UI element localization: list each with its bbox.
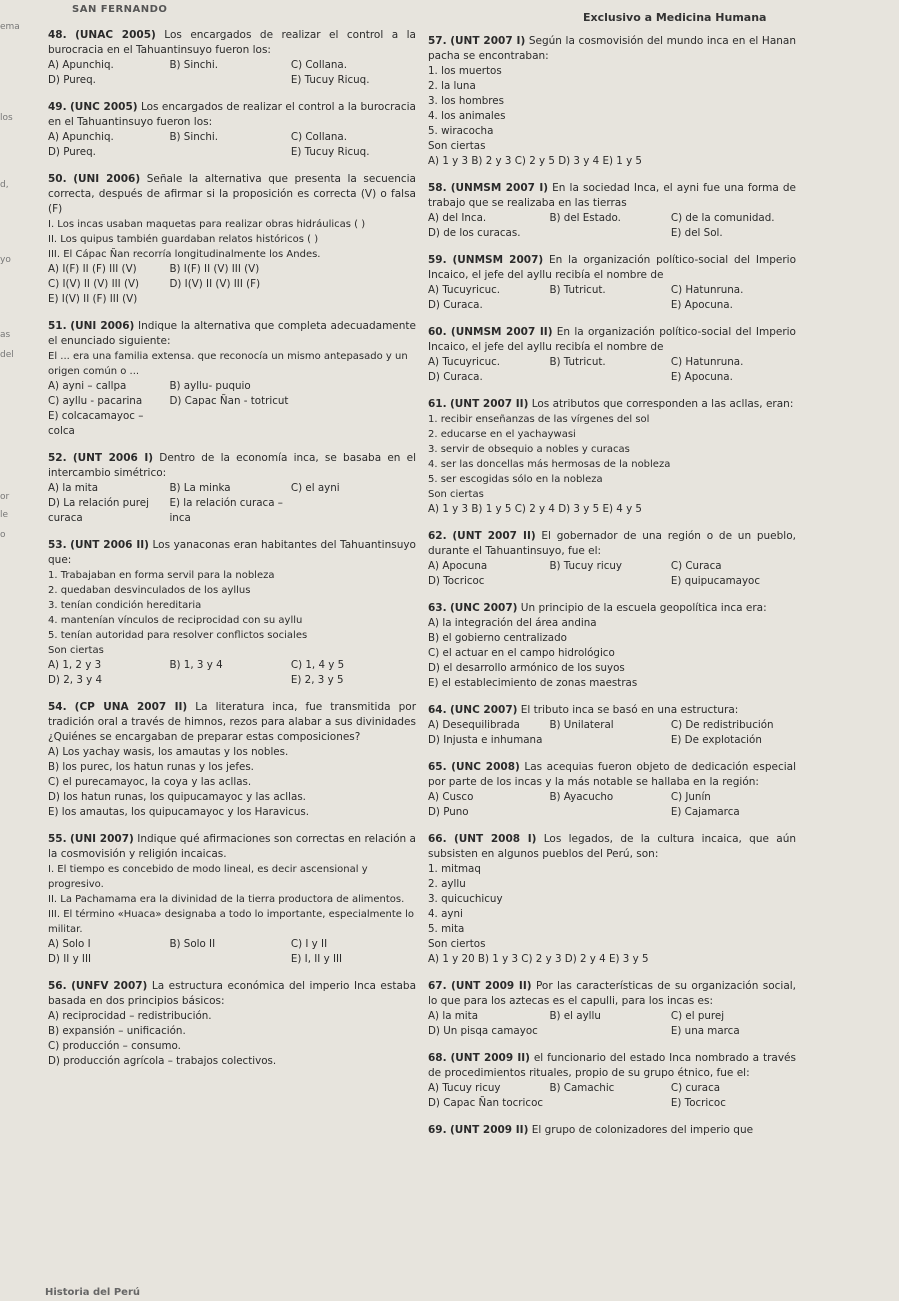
answer-option: B) Ayacucho	[549, 791, 614, 803]
question-text: Señale la alternativa que presenta la secuencia correcta, después de afirmar si la proposición es correcta (V) o falsa (F)	[48, 173, 416, 215]
question-statement: 5. tenían autoridad para resolver conflictos sociales	[48, 630, 308, 641]
question-source: (UNC 2005)	[70, 101, 138, 113]
answer-options	[428, 1081, 796, 1111]
answer-option: D) producción agrícola – trabajos colectivos.	[48, 1055, 277, 1067]
question-stem	[428, 325, 796, 355]
answer-option: D) Un pisqa camayoc	[428, 1025, 538, 1037]
answer-option: D) de los curacas.	[428, 227, 521, 239]
question-stem	[48, 28, 416, 58]
question-stem	[48, 700, 416, 745]
question-number: 68.	[428, 1052, 447, 1064]
answer-options	[428, 862, 796, 967]
answer-option: C) de la comunidad.	[670, 212, 775, 224]
answer-option: C) Hatunruna.	[670, 284, 744, 296]
answer-option: C) el purej	[670, 1010, 725, 1022]
answer-option: E) 2, 3 y 5	[290, 674, 344, 686]
answer-option: B) expansión – unificación.	[48, 1025, 186, 1037]
answer-option	[291, 496, 412, 526]
question-stem	[428, 397, 796, 412]
answer-option: A) Los yachay wasis, los amautas y los nobles.	[48, 746, 289, 758]
question-source: (UNFV 2007)	[71, 980, 148, 992]
answer-option: B) La minka	[169, 482, 231, 494]
question-stem	[48, 979, 416, 1009]
question-stem	[48, 832, 416, 862]
answer-option: D) el desarrollo armónico de los suyos	[428, 662, 625, 674]
answer-option: A) Apunchiq.	[48, 59, 114, 71]
footer-title: Historia del Perú	[45, 1287, 140, 1298]
question-item	[428, 703, 796, 748]
question-text: Los encargados de realizar el control a la burocracia en el Tahuantinsuyo fueron los:	[48, 29, 416, 56]
answer-option: B) Unilateral	[549, 719, 614, 731]
question-number: 61.	[428, 398, 447, 410]
answer-option: B) Sinchi.	[169, 59, 219, 71]
margin-fragment: le	[0, 510, 9, 520]
question-number: 65.	[428, 761, 447, 773]
question-source: (UNC 2008)	[451, 761, 520, 773]
answer-option: A) Apocuna	[428, 560, 488, 572]
answer-option: E) Cajamarca	[670, 806, 740, 818]
question-item	[428, 760, 796, 820]
question-item	[428, 1051, 796, 1111]
question-stem	[428, 181, 796, 211]
question-number: 50.	[48, 173, 67, 185]
answer-option	[169, 145, 290, 160]
answer-option: A) Cusco	[428, 791, 474, 803]
question-number: 51.	[48, 320, 67, 332]
question-text: Dentro de la economía inca, se basaba en el intercambio simétrico:	[48, 452, 417, 479]
question-number: 54.	[48, 701, 67, 713]
question-source: (UNT 2006 I)	[72, 452, 154, 464]
question-statement: 4. mantenían vínculos de reciprocidad con su ayllu	[48, 615, 303, 626]
question-source: (UNMSM 2007)	[452, 254, 544, 266]
question-text: Los legados, de la cultura incaica, que aún subsisten en algunos pueblos del Perú, son:	[428, 833, 797, 860]
answer-option: E) Tucuy Ricuq.	[290, 74, 370, 86]
question-number: 58.	[428, 182, 447, 194]
question-item	[428, 1123, 796, 1138]
answer-option: B) el gobierno centralizado	[428, 632, 567, 644]
answer-option: C) ayllu - pacarina	[48, 395, 143, 407]
answer-option: B) Tutricut.	[549, 356, 606, 368]
answer-option: B) Tutricut.	[549, 284, 606, 296]
answer-options	[428, 355, 796, 385]
answer-option: E) Tucuy Ricuq.	[290, 146, 370, 158]
answer-option: D) Capac Ñan tocricoc	[428, 1097, 544, 1109]
answer-options	[428, 64, 796, 169]
question-item	[428, 397, 796, 517]
section-header: Exclusivo a Medicina Humana	[583, 11, 767, 24]
question-source: (UNT 2007 I)	[450, 35, 526, 47]
question-source: (UNT 2008 I)	[453, 833, 537, 845]
question-number: 62.	[428, 530, 447, 542]
answer-option	[291, 277, 412, 292]
question-item	[48, 451, 416, 526]
question-number: 57.	[428, 35, 447, 47]
question-item	[428, 979, 796, 1039]
question-number: 63.	[428, 602, 447, 614]
question-item	[48, 700, 416, 820]
answer-option	[549, 226, 670, 241]
answer-option: 1. mitmaq	[428, 863, 481, 875]
answer-option: E) I(V) II (F) III (V)	[48, 293, 138, 305]
question-text: Indique qué afirmaciones son correctas en relación a la cosmovisión y religión incaicas.	[48, 833, 416, 860]
question-source: (UNMSM 2007 II)	[450, 326, 553, 338]
question-text: Los encargados de realizar el control a la burocracia en el Tahuantinsuyo fueron los:	[48, 101, 416, 128]
answer-option: 4. ayni	[428, 908, 463, 920]
answer-option: C) Collana.	[290, 59, 347, 71]
question-statement: III. El término «Huaca» designaba a todo lo importante, especialmente lo militar.	[48, 909, 415, 935]
answer-option: D) Curaca.	[428, 299, 483, 311]
margin-fragment: los	[0, 113, 13, 123]
answer-option	[549, 805, 670, 820]
answer-option: D) Tocricoc	[428, 575, 485, 587]
answer-options	[48, 1009, 416, 1069]
question-stem	[428, 1051, 796, 1081]
answer-option: B) I(F) II (V) III (V)	[169, 263, 260, 275]
question-stem	[428, 601, 796, 616]
answer-options	[48, 379, 416, 439]
question-source: (CP UNA 2007 II)	[74, 701, 188, 713]
question-statement: 2. educarse en el yachaywasi	[428, 429, 576, 440]
question-text: En la sociedad Inca, el ayni fue una forma de trabajo que se realizaba en las tierras	[428, 182, 797, 209]
margin-fragment: ema	[0, 22, 20, 32]
answer-option: E) una marca	[670, 1025, 740, 1037]
question-source: (UNC 2007)	[449, 602, 518, 614]
question-stem	[48, 319, 416, 349]
answer-option: C) Hatunruna.	[670, 356, 744, 368]
question-item	[428, 529, 796, 589]
question-number: 53.	[48, 539, 67, 551]
question-item	[48, 319, 416, 439]
question-item	[48, 832, 416, 967]
answer-option: 5. wiracocha	[428, 125, 494, 137]
margin-fragment: as	[0, 330, 11, 340]
question-stem	[428, 529, 796, 559]
question-stem	[428, 253, 796, 283]
answer-option: C) el purecamayoc, la coya y las acllas.	[48, 776, 252, 788]
answer-option: A) 1 y 3 B) 2 y 3 C) 2 y 5 D) 3 y 4 E) 1 y 5	[428, 155, 642, 167]
answer-option: D) 2, 3 y 4	[48, 674, 103, 686]
question-statement: El ... era una familia extensa. que reconocía un mismo antepasado y un origen común o ...	[48, 351, 408, 377]
answer-options	[428, 790, 796, 820]
answer-option: C) Junín	[670, 791, 711, 803]
question-statement: 4. ser las doncellas más hermosas de la nobleza	[428, 459, 671, 470]
answer-option	[291, 262, 412, 277]
question-source: (UNI 2006)	[70, 320, 135, 332]
question-statement: 1. recibir enseñanzas de las vírgenes del sol	[428, 414, 650, 425]
answer-option	[169, 952, 290, 967]
question-text: Los yanaconas eran habitantes del Tahuantinsuyo que:	[48, 539, 416, 566]
answer-option: C) Collana.	[290, 131, 347, 143]
question-number: 59.	[428, 254, 447, 266]
question-statement: 3. tenían condición hereditaria	[48, 600, 202, 611]
answer-option: A) 1 y 20 B) 1 y 3 C) 2 y 3 D) 2 y 4 E) 3 y 5	[428, 953, 649, 965]
answer-options	[48, 937, 416, 967]
answer-option: 2. ayllu	[428, 878, 466, 890]
question-item	[428, 181, 796, 241]
answer-options	[48, 745, 416, 820]
answer-option: D) los hatun runas, los quipucamayoc y las acllas.	[48, 791, 306, 803]
answer-option: C) De redistribución	[670, 719, 774, 731]
question-statement: II. La Pachamama era la divinidad de la tierra productora de alimentos.	[48, 894, 405, 905]
question-item	[48, 979, 416, 1069]
question-statement: I. El tiempo es concebido de modo lineal, es decir ascensional y progresivo.	[48, 864, 368, 890]
answer-option	[549, 574, 670, 589]
question-text: Por las características de su organización social, lo que para los aztecas es el capulli, para los incas es:	[428, 980, 797, 1007]
answer-options	[48, 481, 416, 526]
answer-option: C) el actuar en el campo hidrológico	[428, 647, 615, 659]
answer-option: E) Tocricoc	[670, 1097, 726, 1109]
question-statement: II. Los quipus también guardaban relatos históricos ( )	[48, 234, 319, 245]
question-number: 55.	[48, 833, 67, 845]
question-stem	[428, 703, 796, 718]
question-source: (UNT 2009 II)	[451, 980, 532, 992]
question-item	[48, 28, 416, 88]
answer-option: D) Pureq.	[48, 74, 96, 86]
answer-option: C) I(V) II (V) III (V)	[48, 278, 140, 290]
answer-option: E) el establecimiento de zonas maestras	[428, 677, 638, 689]
question-source: (UNI 2006)	[73, 173, 141, 185]
question-text: El gobernador de una región o de un pueblo, durante el Tahuantinsuyo, fue el:	[428, 530, 796, 557]
publisher-header: SAN FERNANDO	[72, 4, 168, 15]
question-source: (UNT 2009 II)	[449, 1124, 529, 1136]
answer-option: A) 1 y 3 B) 1 y 5 C) 2 y 4 D) 3 y 5 E) 4 y 5	[428, 503, 642, 515]
answer-option: D) I(V) II (V) III (F)	[169, 278, 261, 290]
margin-fragment: yo	[0, 255, 11, 265]
answer-option: 4. los animales	[428, 110, 506, 122]
left-column	[48, 28, 416, 1081]
answer-option: E) quipucamayoc	[670, 575, 761, 587]
answer-option: A) Tucuy ricuy	[428, 1082, 501, 1094]
question-text: Indique la alternativa que completa adecuadamente el enunciado siguiente:	[48, 320, 416, 347]
answer-option: 3. quicuchicuy	[428, 893, 503, 905]
answer-option: A) del Inca.	[428, 212, 487, 224]
question-source: (UNT 2009 II)	[450, 1052, 530, 1064]
answer-option: D) Curaca.	[428, 371, 483, 383]
question-source: (UNT 2007 II)	[452, 530, 536, 542]
answer-option	[549, 370, 670, 385]
answer-option: B) Sinchi.	[169, 131, 219, 143]
answer-option	[291, 379, 412, 394]
answer-option: C) curaca	[670, 1082, 721, 1094]
answer-option: A) Apunchiq.	[48, 131, 114, 143]
answer-options	[428, 502, 796, 517]
question-statement: 5. ser escogidas sólo en la nobleza	[428, 474, 603, 485]
answer-option: C) 1, 4 y 5	[290, 659, 345, 671]
margin-fragment: d,	[0, 180, 9, 190]
question-item	[48, 100, 416, 160]
answer-option: A) I(F) II (F) III (V)	[48, 263, 137, 275]
question-number: 48.	[48, 29, 67, 41]
answer-option: E) Apocuna.	[670, 299, 733, 311]
question-text: La literatura inca, fue transmitida por tradición oral a través de himnos, rezos para alabar a sus divinidades ¿Quiénes se encargaban de preparar estas composiciones?	[48, 701, 417, 743]
question-source: (UNI 2007)	[70, 833, 134, 845]
answer-option: B) 1, 3 y 4	[169, 659, 223, 671]
answer-option: Son ciertos	[428, 938, 486, 950]
question-number: 49.	[48, 101, 67, 113]
answer-options	[48, 262, 416, 307]
question-item	[48, 172, 416, 307]
question-source: (UNAC 2005)	[75, 29, 156, 41]
answer-option	[169, 673, 290, 688]
answer-option	[169, 73, 290, 88]
question-statement: 2. quedaban desvinculados de los ayllus	[48, 585, 251, 596]
question-text: Un principio de la escuela geopolítica inca era:	[520, 602, 767, 614]
answer-option: E) la relación curaca – inca	[169, 497, 283, 524]
answer-option: 5. mita	[428, 923, 465, 935]
answer-option: C) I y II	[290, 938, 328, 950]
question-number: 64.	[428, 704, 447, 716]
answer-options	[428, 211, 796, 241]
question-number: 60.	[428, 326, 447, 338]
answer-option: D) La relación purej curaca	[48, 497, 149, 524]
answer-option: C) producción – consumo.	[48, 1040, 181, 1052]
question-stem	[48, 172, 416, 217]
question-item	[428, 832, 796, 967]
answer-option: E) De explotación	[670, 734, 762, 746]
question-statement: Son ciertas	[428, 489, 484, 500]
answer-option: D) II y III	[48, 953, 92, 965]
question-text: el funcionario del estado Inca nombrado a través de procedimientos rituales, propio de su grupo étnico, fue el:	[428, 1052, 796, 1079]
answer-option: C) Curaca	[670, 560, 722, 572]
question-text: Según la cosmovisión del mundo inca en el Hanan pacha se encontraban:	[428, 35, 797, 62]
answer-options	[428, 283, 796, 313]
answer-option: A) reciprocidad – redistribución.	[48, 1010, 212, 1022]
answer-options	[48, 58, 416, 88]
answer-option	[549, 1024, 670, 1039]
answer-options	[428, 559, 796, 589]
answer-option: 2. la luna	[428, 80, 476, 92]
answer-options	[428, 616, 796, 691]
answer-option: 1. los muertos	[428, 65, 502, 77]
answer-option: A) la integración del área andina	[428, 617, 597, 629]
answer-option: B) Solo II	[169, 938, 216, 950]
question-item	[428, 325, 796, 385]
answer-option: A) la mita	[428, 1010, 479, 1022]
answer-option: E) los amautas, los quipucamayoc y los Haravicus.	[48, 806, 309, 818]
answer-option: D) Puno	[428, 806, 469, 818]
question-stem	[48, 451, 416, 481]
answer-option: 3. los hombres	[428, 95, 504, 107]
answer-option: Son ciertas	[428, 140, 486, 152]
answer-option: B) Camachic	[549, 1082, 615, 1094]
answer-option: D) Injusta e inhumana	[428, 734, 543, 746]
question-text: Los atributos que corresponden a las acllas, eran:	[531, 398, 794, 410]
question-source: (UNT 2007 II)	[449, 398, 529, 410]
answer-option: E) I, II y III	[290, 953, 343, 965]
margin-fragment: del	[0, 350, 14, 360]
answer-option: E) colcacamayoc –colca	[48, 410, 144, 437]
answer-option: A) Tucuyricuc.	[428, 356, 501, 368]
answer-option: D) Pureq.	[48, 146, 96, 158]
question-stem	[48, 538, 416, 568]
answer-option: E) Apocuna.	[670, 371, 733, 383]
question-statement: I. Los incas usaban maquetas para realizar obras hidráulicas ( )	[48, 219, 366, 230]
answer-option: B) el ayllu	[549, 1010, 601, 1022]
question-number: 69.	[428, 1124, 447, 1136]
question-source: (UNMSM 2007 I)	[450, 182, 549, 194]
question-text: En la organización político-social del Imperio Incaico, el jefe del ayllu recibía el nombre de	[428, 326, 796, 353]
question-source: (UNT 2006 II)	[70, 539, 149, 551]
answer-option	[549, 733, 670, 748]
answer-option: A) 1, 2 y 3	[48, 659, 102, 671]
question-text: El tributo inca se basó en una estructura:	[520, 704, 739, 716]
answer-option	[549, 298, 670, 313]
answer-option: A) Solo I	[48, 938, 91, 950]
answer-options	[428, 1009, 796, 1039]
question-text: Las acequias fueron objeto de dedicación especial por parte de los incas y la más notable se hallaba en la región:	[428, 761, 796, 788]
answer-options	[48, 658, 416, 688]
answer-option: D) Capac Ñan - totricut	[169, 395, 289, 407]
question-statement: 3. servir de obsequio a nobles y curacas	[428, 444, 630, 455]
answer-option: A) ayni – callpa	[48, 380, 127, 392]
question-number: 66.	[428, 833, 447, 845]
answer-option	[549, 1096, 670, 1111]
answer-option: E) del Sol.	[670, 227, 723, 239]
question-stem	[428, 1123, 796, 1138]
question-statement: III. El Cápac Ñan recorría longitudinalmente los Andes.	[48, 249, 321, 260]
question-item	[428, 34, 796, 169]
answer-option	[291, 394, 412, 409]
question-stem	[428, 979, 796, 1009]
answer-option: A) Tucuyricuc.	[428, 284, 501, 296]
question-number: 52.	[48, 452, 67, 464]
question-source: (UNC 2007)	[449, 704, 518, 716]
question-number: 56.	[48, 980, 67, 992]
question-text: La estructura económica del imperio Inca estaba basada en dos principios básicos:	[48, 980, 417, 1007]
question-item	[48, 538, 416, 688]
question-text: En la organización político-social del Imperio Incaico, el jefe del ayllu recibía el nombre de	[428, 254, 797, 281]
question-stem	[428, 760, 796, 790]
question-text: El grupo de colonizadores del imperio que	[531, 1124, 754, 1136]
margin-fragment: or	[0, 492, 10, 502]
answer-option: C) el ayni	[290, 482, 340, 494]
answer-option: B) ayllu- puquio	[169, 380, 251, 392]
question-number: 67.	[428, 980, 447, 992]
answer-option: A) Desequilibrada	[428, 719, 520, 731]
question-item	[428, 601, 796, 691]
margin-fragment: o	[0, 530, 6, 540]
answer-options	[48, 130, 416, 160]
answer-option: B) del Estado.	[549, 212, 621, 224]
question-statement: 1. Trabajaban en forma servil para la nobleza	[48, 570, 275, 581]
question-stem	[48, 100, 416, 130]
answer-option: A) la mita	[48, 482, 99, 494]
answer-options	[428, 718, 796, 748]
question-statement: Son ciertas	[48, 645, 104, 656]
question-stem	[428, 832, 796, 862]
answer-option: B) los purec, los hatun runas y los jefes.	[48, 761, 254, 773]
question-item	[428, 253, 796, 313]
question-stem	[428, 34, 796, 64]
right-column	[428, 34, 796, 1150]
answer-option: B) Tucuy ricuy	[549, 560, 622, 572]
